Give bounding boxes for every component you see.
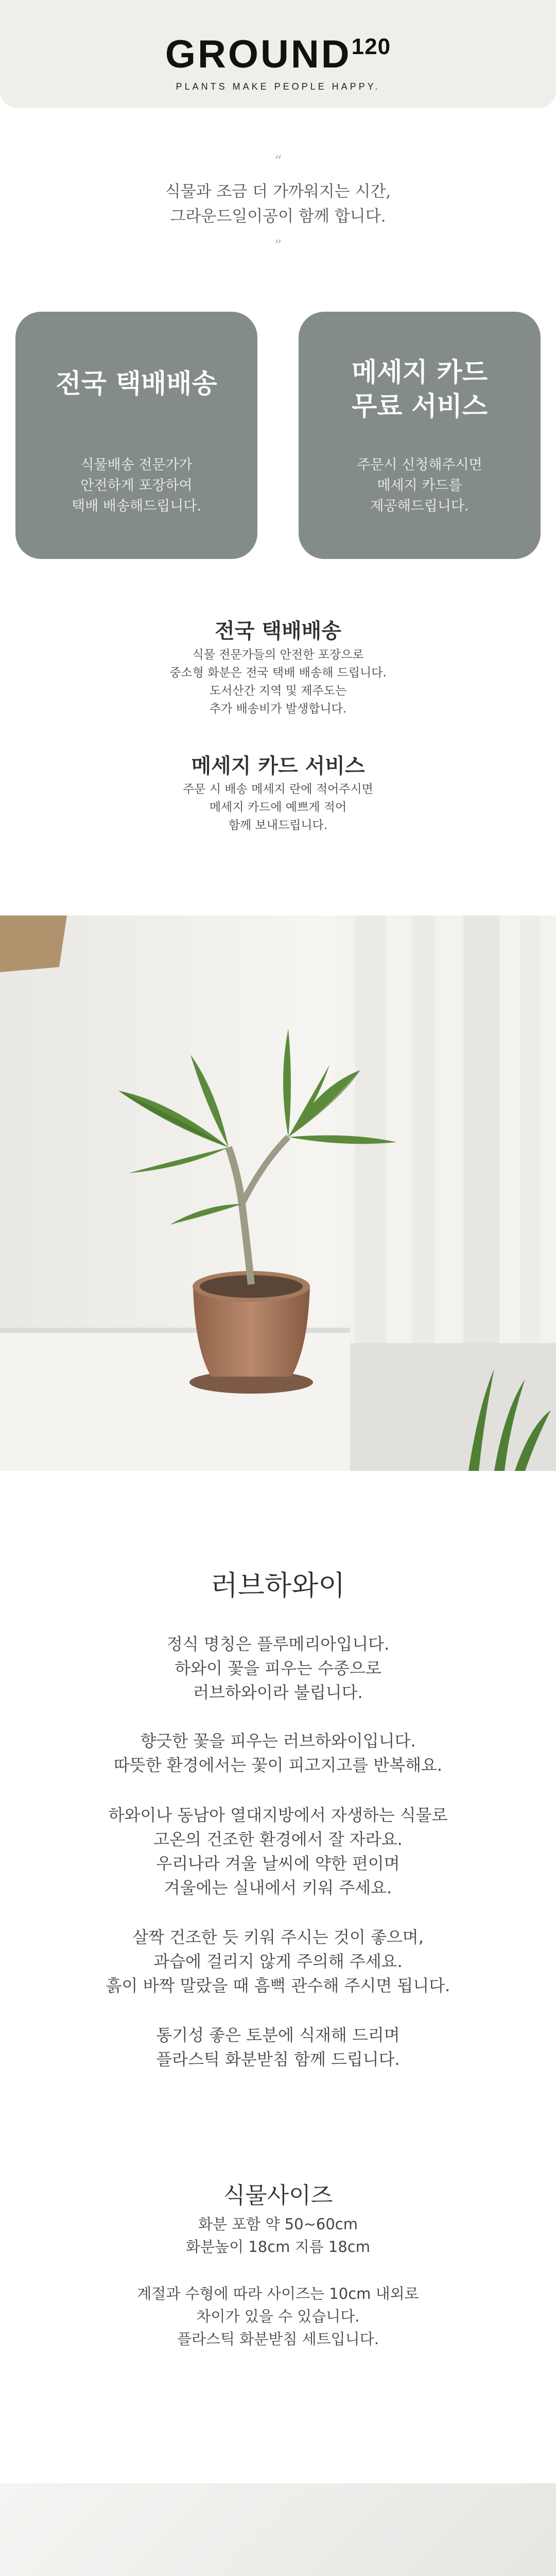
service-line: 식물 전문가들의 안전한 포장으로: [192, 648, 364, 662]
brand-tagline: PLANTS MAKE PEOPLE HAPPY.: [176, 81, 380, 92]
intro-text: [0, 179, 556, 229]
card-desc-line: 제공해드립니다.: [370, 498, 469, 514]
description-line: 통기성 좋은 토분에 식재해 드리며: [156, 2025, 400, 2045]
message-service-text: [0, 781, 556, 835]
description-line: 겨울에는 실내에서 키워 주세요.: [164, 1878, 392, 1897]
card-desc-line: 안전하게 포장하여: [80, 478, 193, 494]
plant-description-2: [0, 1729, 556, 1777]
delivery-service-text: [0, 646, 556, 718]
description-line: 고온의 건조한 환경에서 잘 자라요.: [153, 1829, 403, 1849]
card-title-line: 메세지 카드: [351, 358, 488, 388]
message-card-card: [299, 312, 541, 559]
size-line: 화분높이 18cm 지름 18cm: [186, 2238, 370, 2256]
size-line: 화분 포함 약 50~60cm: [198, 2215, 358, 2233]
plant-photo-leaves-closeup: [0, 2483, 556, 2576]
description-line: 하와이나 동남아 열대지방에서 자생하는 식물로: [108, 1805, 448, 1825]
description-line: 살짝 건조한 듯 키워 주시는 것이 좋으며,: [132, 1927, 424, 1947]
brand-number: 120: [351, 34, 391, 59]
card-desc-line: 식물배송 전문가가: [80, 457, 193, 473]
message-service-title: 메세지 카드 서비스: [191, 754, 365, 778]
delivery-card: [15, 312, 257, 559]
size-title: 식물사이즈: [223, 2182, 333, 2209]
description-line: 우리나라 겨울 날씨에 약한 편이며: [156, 1854, 400, 1873]
service-line: 메세지 카드에 예쁘게 적어: [209, 801, 347, 814]
service-line: 함께 보내드립니다.: [228, 819, 328, 832]
card-desc-line: 택배 배송해드립니다.: [72, 498, 201, 514]
card-description: [15, 455, 257, 517]
plant-name: 러브하와이: [211, 1569, 345, 1602]
description-line: 따뜻한 환경에서는 꽃이 피고지고를 반복해요.: [113, 1755, 443, 1775]
brand-logo: [0, 32, 556, 77]
size-line: 차이가 있을 수 있습니다.: [196, 2308, 360, 2325]
service-line: 추가 배송비가 발생합니다.: [209, 702, 347, 716]
plant-photo-potted-window: [0, 916, 556, 1471]
card-desc-line: 주문시 신청해주시면: [357, 457, 482, 473]
intro-line: 식물과 조금 더 가까워지는 시간,: [165, 182, 391, 201]
description-line: 과습에 걸리지 않게 주의해 주세요.: [153, 1952, 403, 1971]
description-line: 하와이 꽃을 피우는 수종으로: [175, 1658, 381, 1678]
card-title: 전국 택배배송: [56, 369, 217, 399]
plant-description-5: [0, 2023, 556, 2072]
service-line: 도서산간 지역 및 제주도는: [209, 684, 347, 698]
card-title: [299, 356, 541, 424]
description-line: 향긋한 꽃을 피우는 러브하와이입니다.: [140, 1731, 416, 1751]
description-line: 흙이 바짝 말랐을 때 흠뻑 관수해 주시면 됩니다.: [106, 1976, 450, 1995]
card-title-line: 무료 서비스: [351, 392, 488, 422]
plant-description-1: [0, 1632, 556, 1705]
description-line: 러브하와이라 불립니다.: [193, 1683, 363, 1702]
card-description: [299, 455, 541, 517]
size-line: 계절과 수형에 따라 사이즈는 10cm 내외로: [137, 2285, 419, 2302]
size-dimensions: [0, 2213, 556, 2258]
plant-description-4: [0, 1925, 556, 1998]
plant-description-3: [0, 1803, 556, 1900]
intro-line: 그라운드일이공이 함께 합니다.: [170, 207, 386, 226]
brand-name: GROUND: [165, 32, 352, 76]
card-desc-line: 메세지 카드를: [377, 478, 462, 494]
quote-close-icon: ”: [274, 237, 282, 255]
size-notes: [0, 2282, 556, 2350]
size-line: 플라스틱 화분받침 세트입니다.: [177, 2330, 379, 2348]
service-line: 중소형 화분은 전국 택배 배송해 드립니다.: [169, 666, 387, 680]
service-line: 주문 시 배송 메세지 란에 적어주시면: [183, 783, 373, 796]
description-line: 정식 명칭은 플루메리아입니다.: [166, 1634, 390, 1654]
description-line: 플라스틱 화분받침 함께 드립니다.: [156, 2049, 400, 2069]
quote-open-icon: “: [274, 152, 282, 171]
delivery-service-title: 전국 택배배송: [215, 619, 341, 643]
brand-header: [0, 0, 556, 108]
